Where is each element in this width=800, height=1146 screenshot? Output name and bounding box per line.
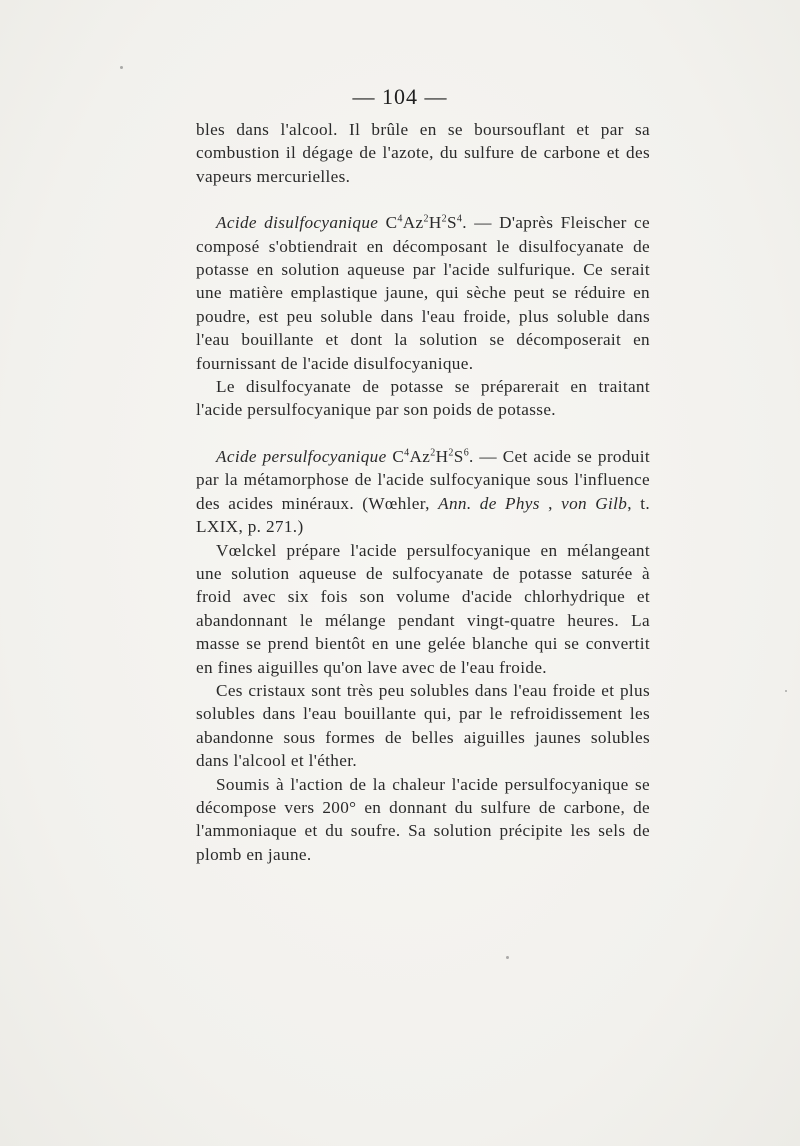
paragraph-heat-decomposition: Soumis à l'action de la chaleur l'acide persulfocyanique se décompose vers 200° en donnant du sulfure de carbone, de l'ammoniaque et du soufre. Sa solution précipite les sels de plomb en jaune. — [196, 774, 650, 864]
paper-speck — [120, 66, 123, 69]
page-number: — 104 — — [352, 84, 448, 109]
section-gap — [196, 188, 650, 211]
paragraph-voelckel-method: Vœlckel prépare l'acide persulfocyanique en mélangeant une solution aqueuse de sulfocyanate de potasse saturée à froid avec six fois son volume d'acide chlorhydrique et abandonnant le mélange pendant vingt-quatre heures. La masse se prend bientôt en une gelée blanche qui se convertit en fines aiguilles qu'on lave avec de l'eau froide. — [196, 540, 650, 677]
paragraph-crystals: Ces cristaux sont très peu solubles dans l'eau froide et plus solubles dans l'eau bouillante qui, par le refroidissement les abandonne sous formes de belles aiguilles jaunes solubles dans l'alcool et l'éther. — [196, 680, 650, 771]
chemical-formula: $C^4Az^2H^2S^4$ — [385, 213, 463, 233]
paragraph-persulfocyanic-acid: Acide persulfocyanique $C^4Az^2H^2S^6$. — Cet acide se produit par la métamorphose de l'acide sulfocyanique sous l'influence des acides minéraux. (Wœhler, Ann. de Phys , von Gilb, t. LXIX, p. 271.) — [196, 446, 650, 537]
reference-title: Ann. de Phys — [438, 493, 540, 513]
paragraph-text: . — D'après Fleischer ce composé s'obtiendrait en décomposant le disulfocyanate de potasse en solution aqueuse par l'acide sulfurique. Ce serait une matière emplastique jaune, qui sèche peut se réduire en poudre, est peu soluble dans l'eau froide, plus soluble dans l'eau bouillante et dont la solution se décomposerait en fournissant de l'acide disulfocyanique. — [196, 213, 650, 373]
paper-speck — [506, 956, 509, 959]
paragraph-disulfocyanic-acid — [196, 211, 650, 375]
main-text — [196, 118, 650, 866]
compound-name: Acide disulfocyanique — [216, 213, 379, 233]
paragraph-text: . — Cet acide se produit par la métamorphose de l'acide sulfocyanique sous l'influence des acides minéraux. (Wœhler, — [196, 446, 650, 513]
section-gap — [196, 422, 650, 445]
paper-speck — [785, 690, 787, 692]
chemical-formula: $C^4Az^2H^2S^6$ — [392, 446, 470, 466]
paragraph-continuation: bles dans l'alcool. Il brûle en se boursouflant et par sa combustion il dégage de l'azote, du sulfure de carbone et des vapeurs mercurielles. — [196, 120, 650, 186]
reference-author: von Gilb — [561, 493, 628, 513]
compound-name: Acide persulfocyanique — [216, 446, 387, 466]
paragraph-disulfocyanate-prep: Le disulfocyanate de potasse se préparerait en traitant l'acide persulfocyanique par son poids de potasse. — [196, 377, 650, 420]
